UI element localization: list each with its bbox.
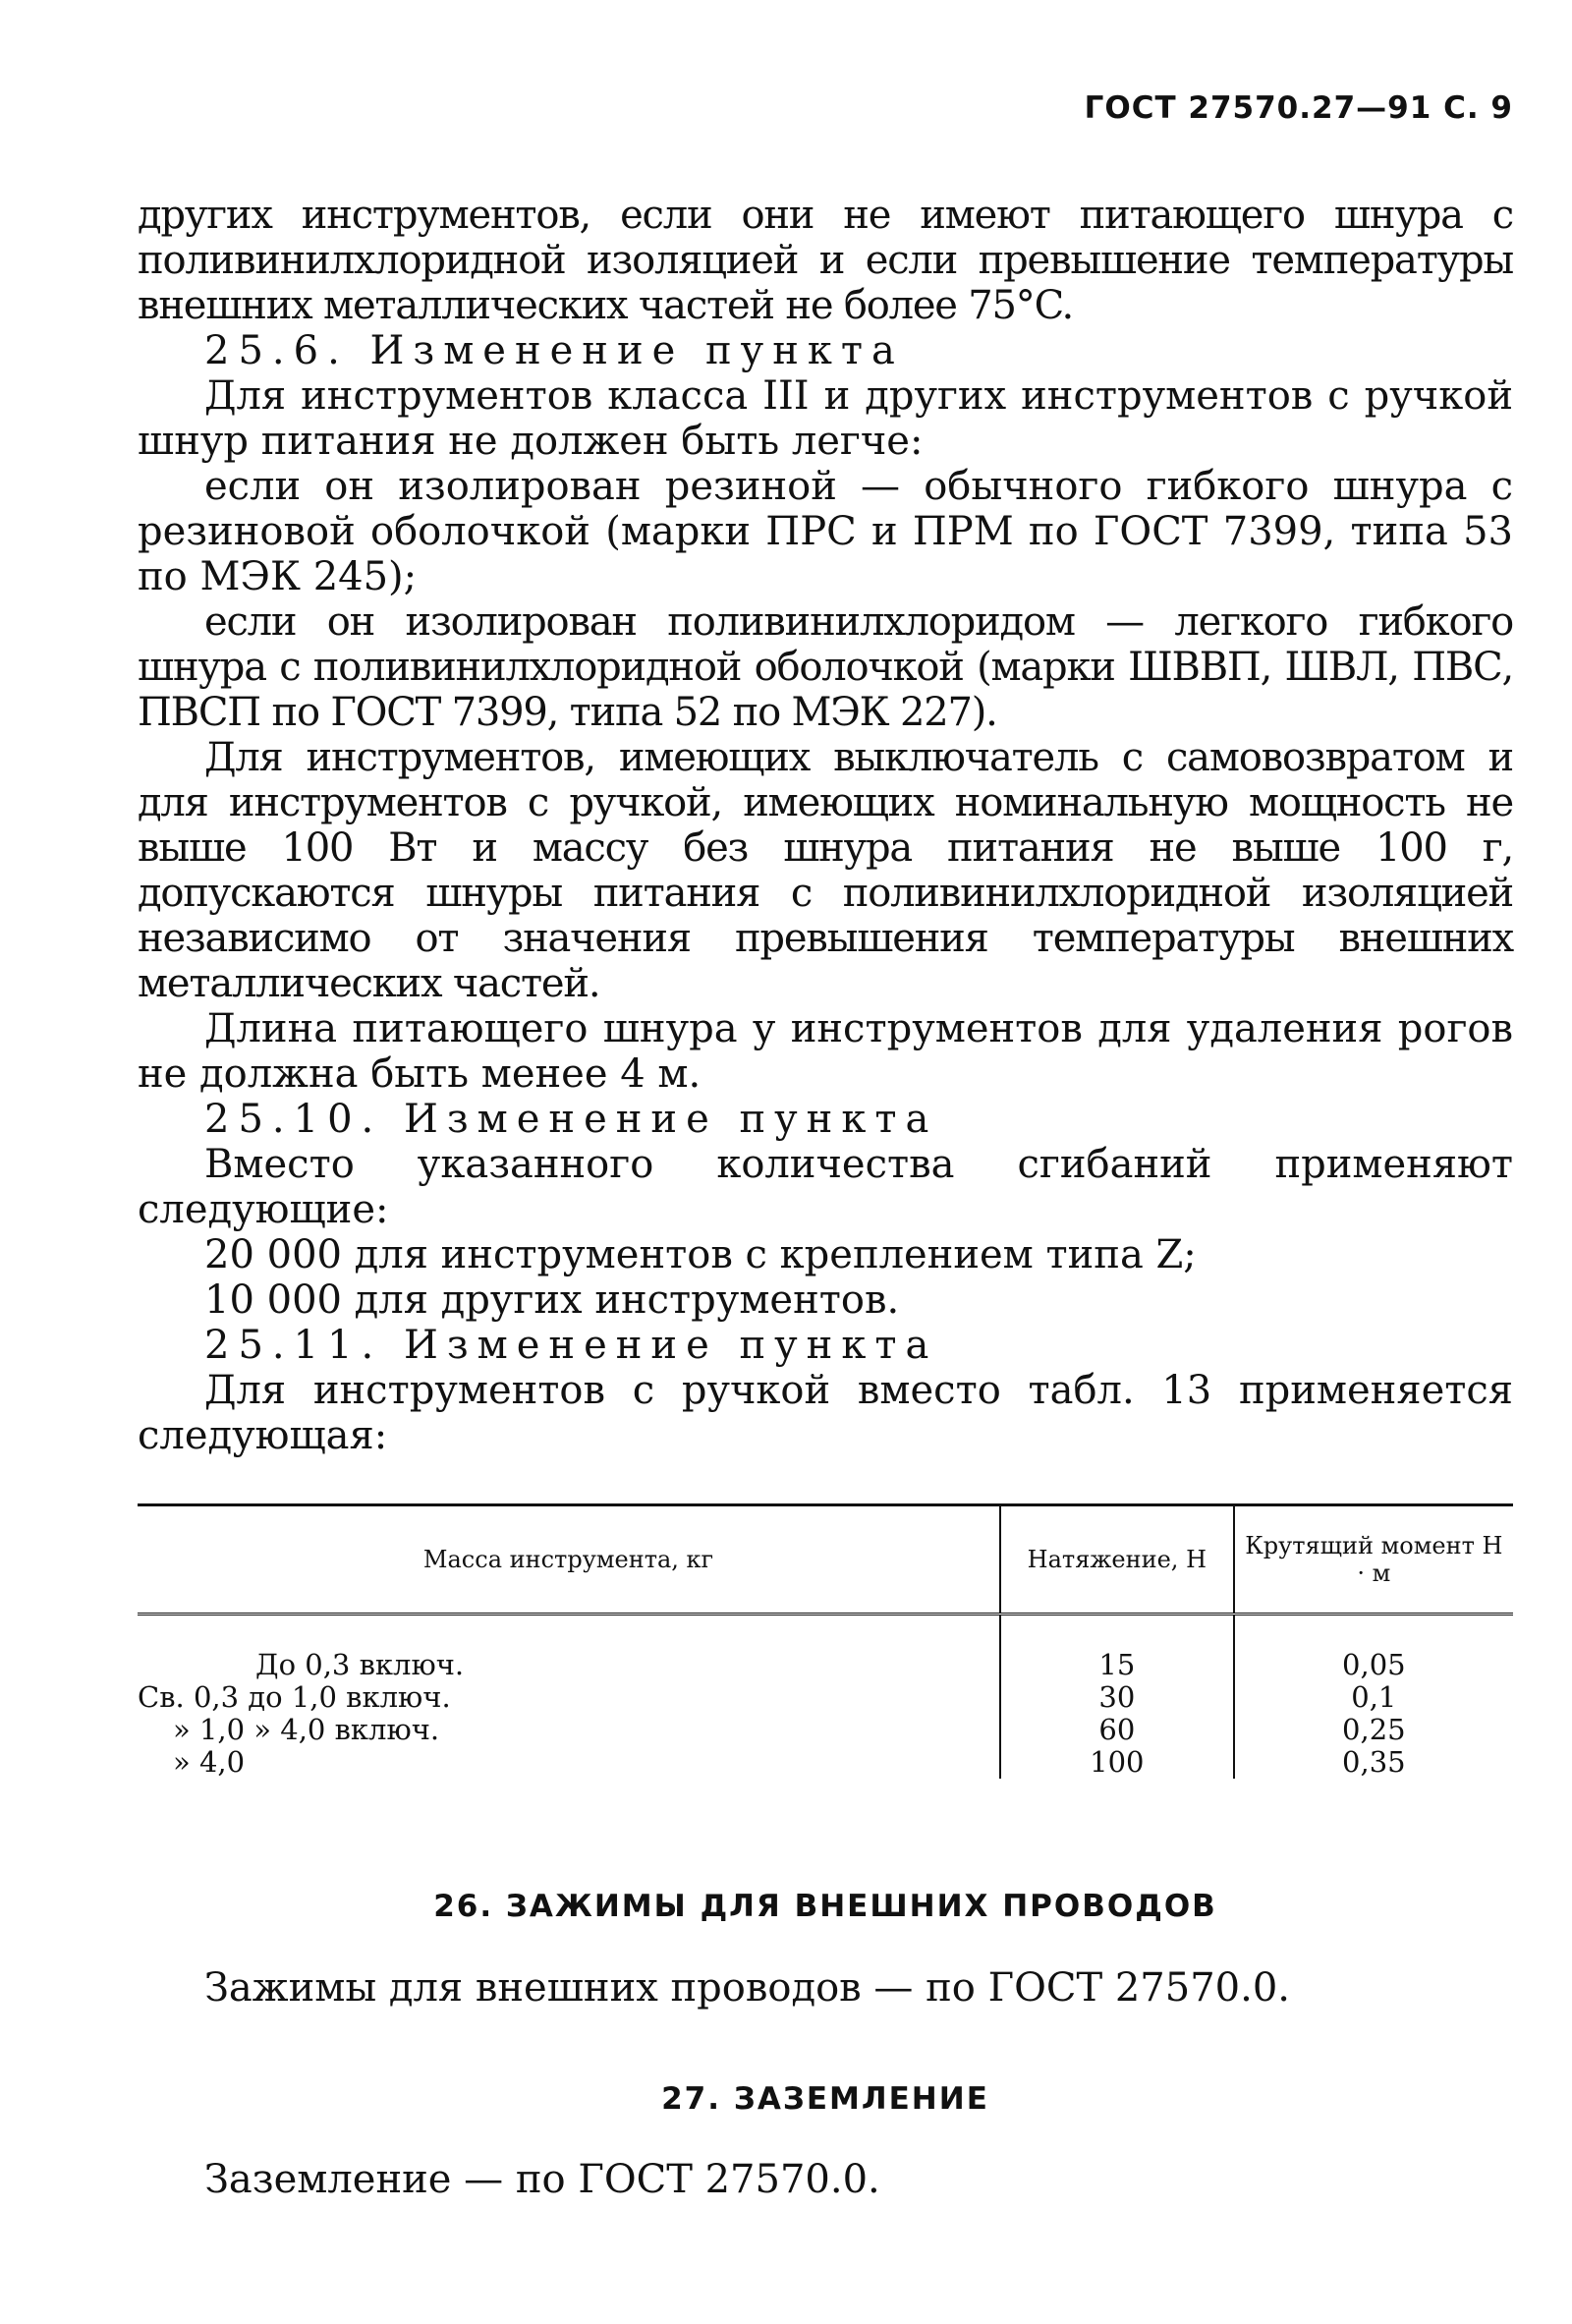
cell-pull: 15 [1000, 1615, 1234, 1682]
cell-mass: До 0,3 включ. [255, 1648, 465, 1681]
cell-torque: 0,35 [1234, 1746, 1513, 1779]
paragraph: Для инструментов класса III и других инструментов с ручкой шнур питания не должен быть легче: [138, 373, 1513, 464]
cell-torque: 0,05 [1234, 1615, 1513, 1682]
page-header: ГОСТ 27570.27—91 С. 9 [1084, 90, 1513, 126]
clause-heading: 25.10. Изменение пункта [204, 1097, 938, 1142]
section-text-27: Заземление — по ГОСТ 27570.0. [204, 2157, 880, 2202]
header-torque: Крутящий момент Н · м [1234, 1505, 1513, 1615]
cell-mass: » 1,0 » 4,0 включ. [173, 1713, 440, 1746]
body-text [138, 193, 1513, 1458]
paragraph: если он изолирован резиной — обычного гибкого шнура с резиновой оболочкой (марки ПРС и ПРМ по ГОСТ 7399, типа 53 по МЭК 245); [138, 464, 1513, 599]
header-mass: Масса инструмента, кг [138, 1505, 1000, 1615]
header-pull: Натяжение, Н [1000, 1505, 1234, 1615]
section-text-26: Зажимы для внешних проводов — по ГОСТ 27570.0. [204, 1965, 1290, 2011]
table-row [138, 1681, 1513, 1714]
cell-pull: 60 [1000, 1714, 1234, 1746]
table-row [138, 1714, 1513, 1746]
table-header-row [138, 1505, 1513, 1615]
paragraph: Длина питающего шнура у инструментов для удаления рогов не должна быть менее 4 м. [138, 1006, 1513, 1097]
table-row [138, 1615, 1513, 1682]
cell-mass: Св. 0,3 до 1,0 включ. [138, 1680, 451, 1714]
paragraph: если он изолирован поливинилхлоридом — легкого гибкого шнура с поливинилхлоридной оболочкой (марки ШВВП, ШВЛ, ПВС, ПВСП по ГОСТ 7399, типа 52 по МЭК 227). [138, 599, 1513, 735]
paragraph: других инструментов, если они не имеют питающего шнура с поливинилхлоридной изоляцией и если превышение температуры внешних металлических частей не более 75°C. [138, 193, 1513, 328]
cell-mass: » 4,0 [173, 1745, 246, 1779]
paragraph: Вместо указанного количества сгибаний применяют следующие: [138, 1142, 1513, 1232]
clause-heading: 25.6. Изменение пункта [204, 328, 904, 373]
cell-pull: 30 [1000, 1681, 1234, 1714]
cell-torque: 0,1 [1234, 1681, 1513, 1714]
clause-heading: 25.11. Изменение пункта [204, 1323, 938, 1368]
paragraph: Для инструментов, имеющих выключатель с самовозвратом и для инструментов с ручкой, имеющих номинальную мощность не выше 100 Вт и массу без шнура питания не выше 100 г, допускаются шнуры питания с поливинилхлоридной изоляцией независимо от значения превышения температуры внешних металлических частей. [138, 735, 1513, 1006]
section-title-27: 27. ЗАЗЕМЛЕНИЕ [661, 2081, 989, 2117]
paragraph: 10 000 для других инструментов. [204, 1277, 900, 1323]
data-table [138, 1503, 1513, 1779]
section-title-26: 26. ЗАЖИМЫ ДЛЯ ВНЕШНИХ ПРОВОДОВ [433, 1889, 1217, 1924]
paragraph: Для инструментов с ручкой вместо табл. 13 применяется следующая: [138, 1368, 1513, 1458]
cell-torque: 0,25 [1234, 1714, 1513, 1746]
table-row [138, 1746, 1513, 1779]
paragraph: 20 000 для инструментов с креплением типа Z; [204, 1232, 1197, 1277]
document-page [138, 0, 1513, 2324]
cell-pull: 100 [1000, 1746, 1234, 1779]
cord-test-table [138, 1503, 1513, 1779]
